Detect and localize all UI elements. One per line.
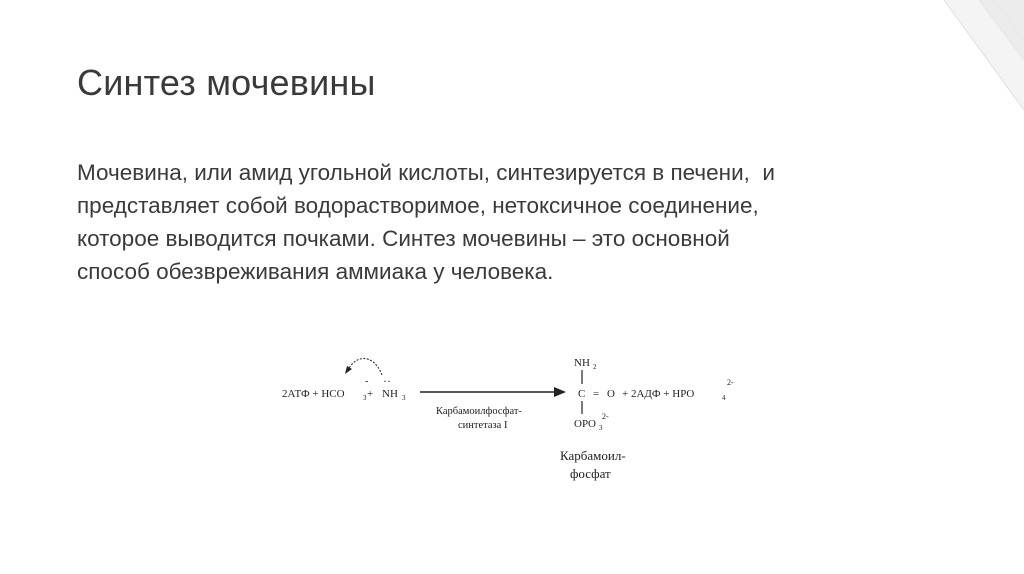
opo3-subscript: 3 bbox=[599, 424, 603, 432]
hpo4-subscript: 4 bbox=[722, 394, 726, 402]
hco3-subscript: 3 bbox=[363, 394, 367, 402]
oxygen-atom: O bbox=[607, 388, 615, 400]
enzyme-name-line1: Карбамоилфосфат- bbox=[436, 406, 522, 417]
opo3-charge: 2- bbox=[602, 412, 609, 421]
reaction-scheme bbox=[270, 340, 770, 500]
reactants-text: 2АТФ + HCO bbox=[282, 388, 345, 400]
reaction-arrow-head-icon bbox=[554, 387, 566, 397]
double-bond: = bbox=[593, 388, 600, 400]
nh2-subscript: 2 bbox=[593, 363, 597, 371]
product-name-line2: фосфат bbox=[570, 466, 611, 481]
carbon-atom: C bbox=[578, 388, 586, 400]
body-paragraph bbox=[77, 156, 957, 288]
paragraph-line: Мочевина, или амид угольной кислоты, синтезируется в печени, и bbox=[77, 160, 775, 185]
corner-decoration bbox=[884, 0, 1024, 110]
nh3-text: NH bbox=[382, 388, 398, 400]
products-text: + 2АДФ + HPO bbox=[622, 388, 695, 400]
opo3-text: OPO bbox=[574, 418, 597, 430]
paragraph-line: способ обезвреживания аммиака у человека. bbox=[77, 259, 554, 284]
plus-sign: + bbox=[367, 388, 374, 400]
page-title: Синтез мочевины bbox=[77, 62, 376, 103]
paragraph-line: представляет собой водорастворимое, нетоксичное соединение, bbox=[77, 193, 759, 218]
paragraph-line: которое выводится почками. Синтез мочевины – это основной bbox=[77, 226, 730, 251]
product-name-line1: Карбамоил- bbox=[560, 448, 626, 463]
nh3-subscript: 3 bbox=[402, 394, 406, 402]
hco3-charge: - bbox=[365, 376, 369, 387]
curved-arrow-icon bbox=[348, 359, 382, 375]
hpo4-charge: 2- bbox=[727, 378, 734, 387]
enzyme-name-line2: синтетаза I bbox=[458, 420, 508, 431]
curved-arrow-head-icon bbox=[345, 366, 352, 374]
nh2-text: NH bbox=[574, 357, 590, 369]
lone-pair-dots: ·· bbox=[383, 374, 391, 388]
